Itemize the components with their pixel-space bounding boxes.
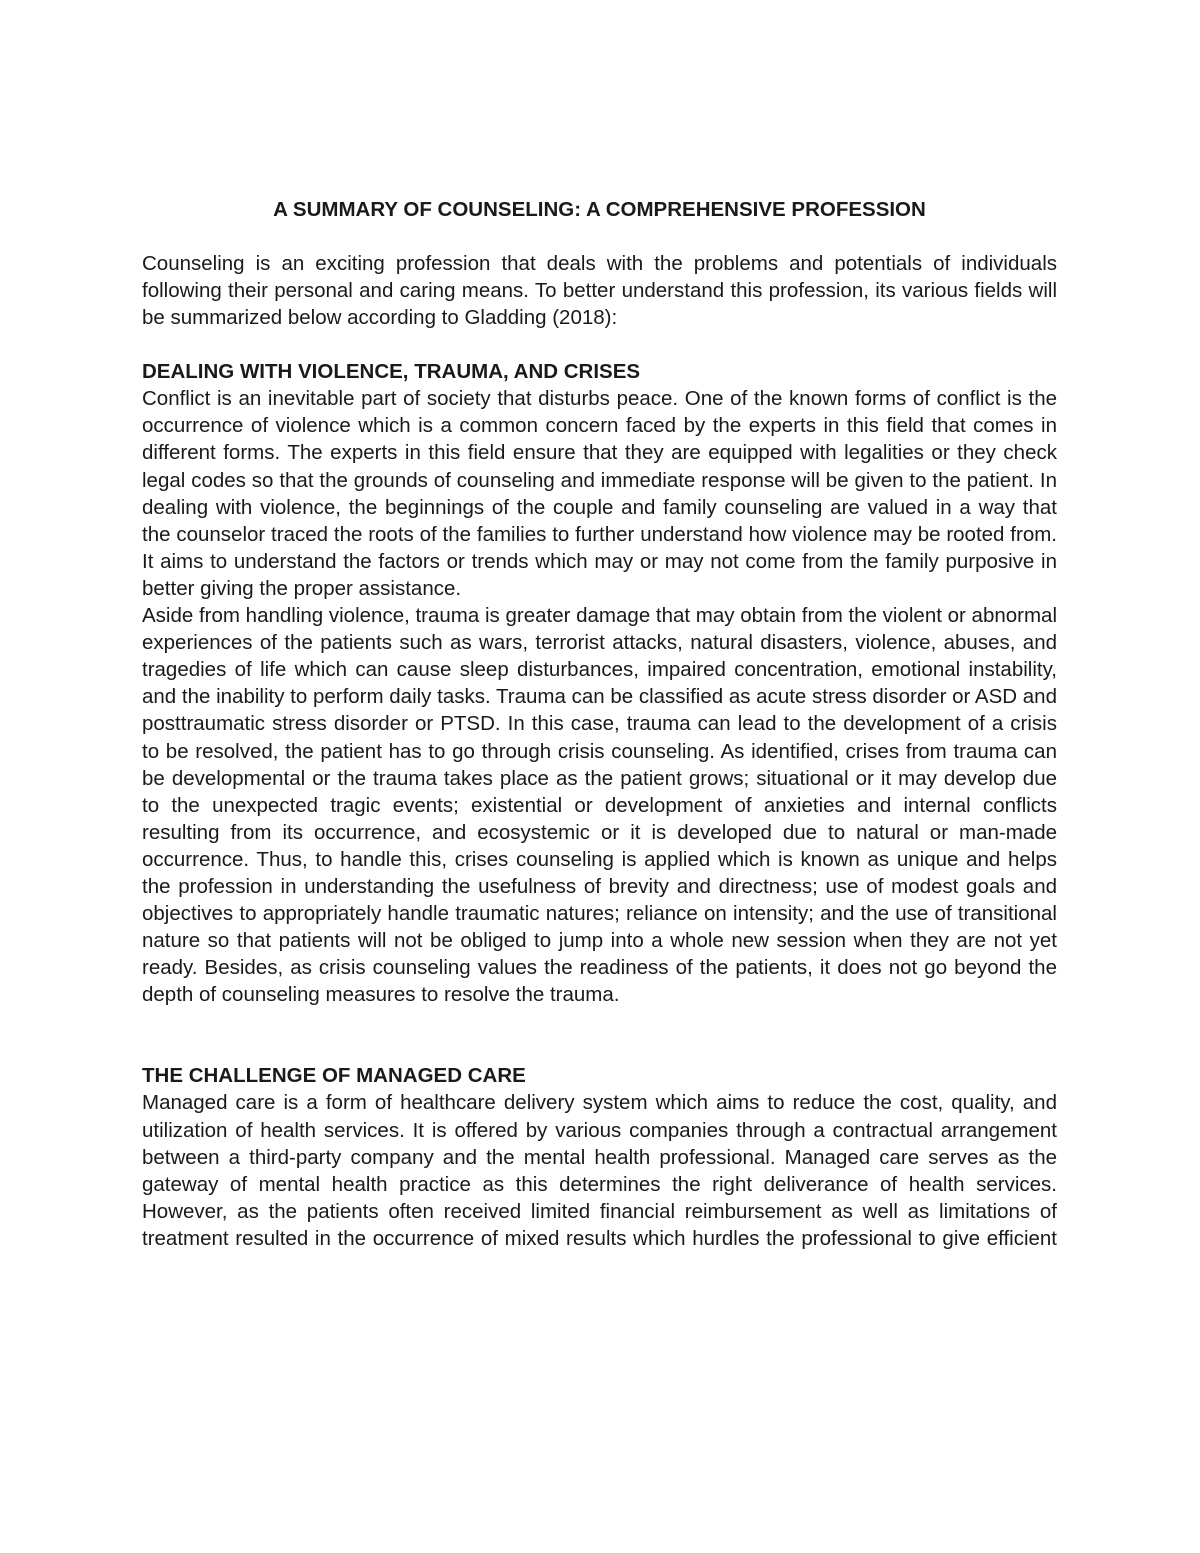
section-paragraph: Aside from handling violence, trauma is greater damage that may obtain from the violent or abnormal experiences of the patients such as wars, terrorist attacks, natural disasters, violence, abuses, and tragedies of life which can cause sleep disturbances, impaired concentration, emotional instability, and the inability to perform daily tasks. Trauma can be classified as acute stress disorder or ASD and posttraumatic stress disorder or PTSD. In this case, trauma can lead to the development of a crisis to be resolved, the patient has to go through crisis counseling. As identified, crises from trauma can be developmental or the trauma takes place as the patient grows; situational or it may develop due to the unexpected tragic events; existential or development of anxieties and internal conflicts resulting from its occurrence, and ecosystemic or it is developed due to natural or man-made occurrence. Thus, to handle this, crises counseling is applied which is known as unique and helps the profession in understanding the usefulness of brevity and directness; use of modest goals and objectives to appropriately handle traumatic natures; reliance on intensity; and the use of transitional nature so that patients will not be obliged to jump into a whole new session when they are not yet ready. Besides, as crisis counseling values the readiness of the patients, it does not go beyond the depth of counseling measures to resolve the trauma. [142,604,1058,1007]
spacer [142,1008,1057,1062]
spacer [142,331,1057,358]
intro-paragraph: Counseling is an exciting profession that deals with the problems and potentials of individuals following their personal and caring means. To better understand this profession, its various fields will be summarized below according to Gladding (2018): [142,252,1057,330]
section-paragraph: Conflict is an inevitable part of society that disturbs peace. One of the known forms of conflict is the occurrence of violence which is a common concern faced by the experts in this field that comes in different forms. The experts in this field ensure that they are equipped with legalities or they check legal codes so that the grounds of counseling and immediate response will be given to the patient. In dealing with violence, the beginnings of the couple and family counseling are valued in a way that the counselor traced the roots of the families to further understand how violence may be rooted from. It aims to understand the factors or trends which may or may not come from the family purposive in better giving the proper assistance. [142,387,1057,600]
document-title: A SUMMARY OF COUNSELING: A COMPREHENSIVE PROFESSION [273,198,926,221]
document-page [142,196,1057,1252]
section-heading-violence: DEALING WITH VIOLENCE, TRAUMA, AND CRISES [142,360,641,384]
section-paragraph: Managed care is a form of healthcare delivery system which aims to reduce the cost, quality, and utilization of health services. It is offered by various companies through a contractual arrangement between a third-party company and the mental health professional. Managed care serves as the gateway of mental health practice as this determines the right deliverance of health services. However, as the patients often received limited financial reimbursement as well as limitations of treatment resulted in the occurrence of mixed results which hurdles the professional to give efficient [142,1091,1057,1250]
section-heading-managed-care: THE CHALLENGE OF MANAGED CARE [142,1064,526,1088]
